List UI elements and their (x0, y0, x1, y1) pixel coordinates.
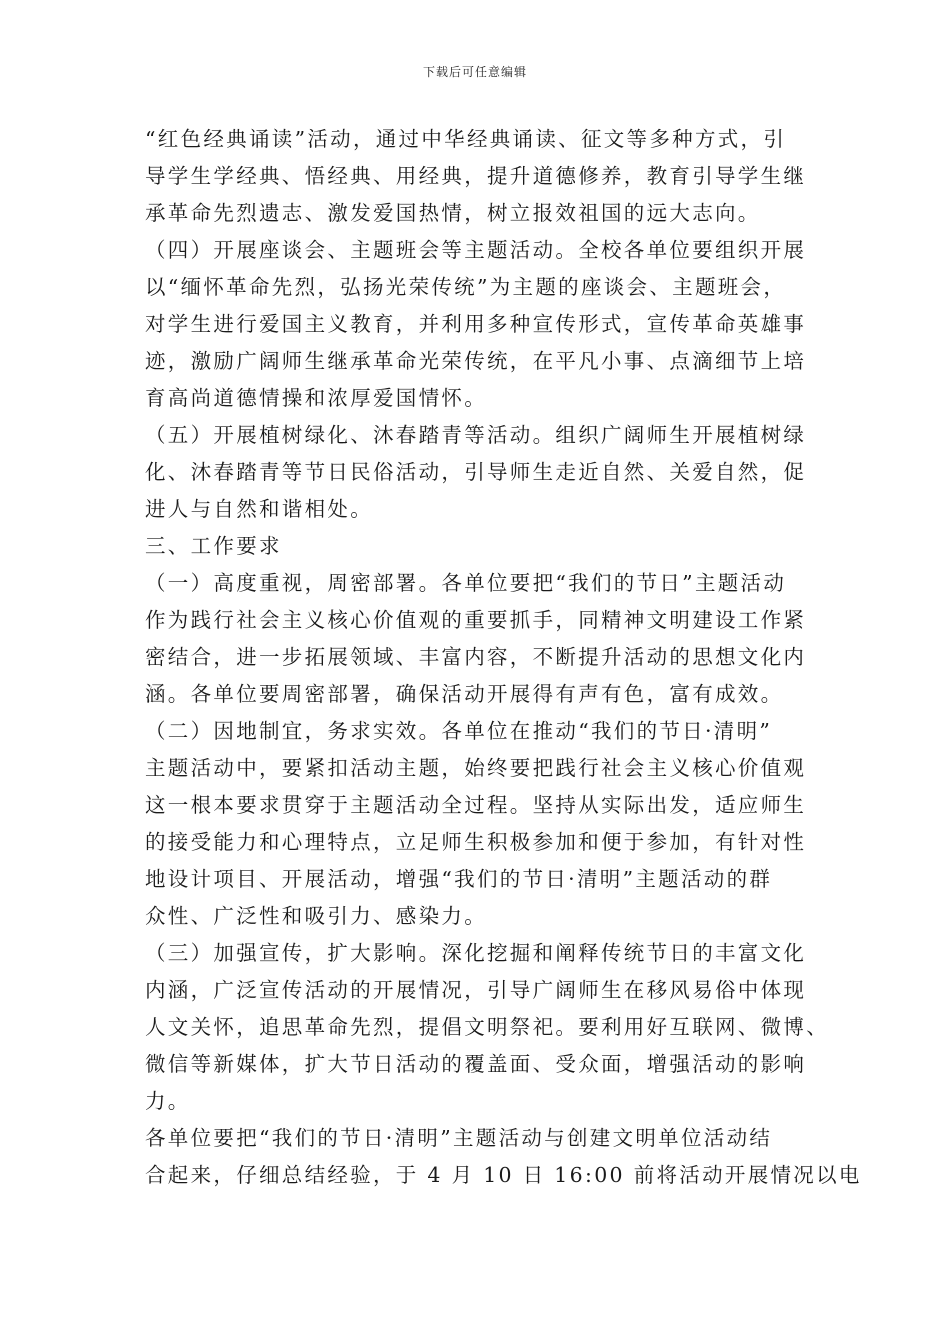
text-line: 化、沐春踏青等节日民俗活动，引导师生走近自然、关爱自然，促 (145, 460, 807, 484)
text-line: 地设计项目、开展活动，增强“我们的节日·清明”主题活动的群 (145, 867, 773, 891)
text-line: 众性、广泛性和吸引力、感染力。 (145, 904, 487, 928)
text-line: 对学生进行爱国主义教育，并利用多种宣传形式，宣传革命英雄事 (145, 312, 807, 336)
text-line: 人文关怀，追思革命先烈，提倡文明祭祀。要利用好互联网、微博、 (145, 1015, 829, 1039)
requirement-paragraph-2: （二）因地制宜，务求实效。各单位在推动“我们的节日·清明” (145, 719, 773, 743)
text-line: 这一根本要求贯穿于主题活动全过程。坚持从实际出发，适应师生 (145, 793, 807, 817)
text-line: 微信等新媒体，扩大节日活动的覆盖面、受众面，增强活动的影响 (145, 1052, 807, 1076)
text-line: 内涵，广泛宣传活动的开展情况，引导广阔师生在移风易俗中体现 (145, 978, 807, 1002)
section-paragraph-5: （五）开展植树绿化、沐春踏青等活动。组织广阔师生开展植树绿 (145, 423, 807, 447)
section-heading: 三、工作要求 (145, 534, 282, 558)
requirement-paragraph-1: （一）高度重视，周密部署。各单位要把“我们的节日”主题活动 (145, 571, 787, 595)
text-line: 力。 (145, 1089, 191, 1113)
document-body (145, 121, 862, 1194)
text-line: 导学生学经典、悟经典、用经典，提升道德修养，教育引导学生继 (145, 164, 807, 188)
text-line: “红色经典诵读”活动，通过中华经典诵读、征文等多种方式，引 (145, 127, 787, 151)
text-line: 密结合，进一步拓展领域、丰富内容，不断提升活动的思想文化内 (145, 645, 807, 669)
text-line: 合起来，仔细总结经验，于 4 月 10 日 16:00 前将活动开展情况以电 (145, 1163, 862, 1187)
text-line: 育高尚道德情操和浓厚爱国情怀。 (145, 386, 487, 410)
text-line: 以“缅怀革命先烈，弘扬光荣传统”为主题的座谈会、主题班会， (145, 275, 787, 299)
text-line: 进人与自然和谐相处。 (145, 497, 373, 521)
requirement-paragraph-3: （三）加强宣传，扩大影响。深化挖掘和阐释传统节日的丰富文化 (145, 941, 807, 965)
text-line: 承革命先烈遗志、激发爱国热情，树立报效祖国的远大志向。 (145, 201, 761, 225)
section-paragraph-4: （四）开展座谈会、主题班会等主题活动。全校各单位要组织开展 (145, 238, 807, 262)
closing-paragraph: 各单位要把“我们的节日·清明”主题活动与创建文明单位活动结 (145, 1126, 773, 1150)
text-line: 作为践行社会主义核心价值观的重要抓手，同精神文明建设工作紧 (145, 608, 807, 632)
page-header: 下载后可任意编辑 (422, 65, 527, 79)
text-line: 迹，激励广阔师生继承革命光荣传统，在平凡小事、点滴细节上培 (145, 349, 807, 373)
text-line: 涵。各单位要周密部署，确保活动开展得有声有色，富有成效。 (145, 682, 784, 706)
text-line: 主题活动中，要紧扣活动主题，始终要把践行社会主义核心价值观 (145, 756, 807, 780)
text-line: 的接受能力和心理特点，立足师生积极参加和便于参加，有针对性 (145, 830, 807, 854)
